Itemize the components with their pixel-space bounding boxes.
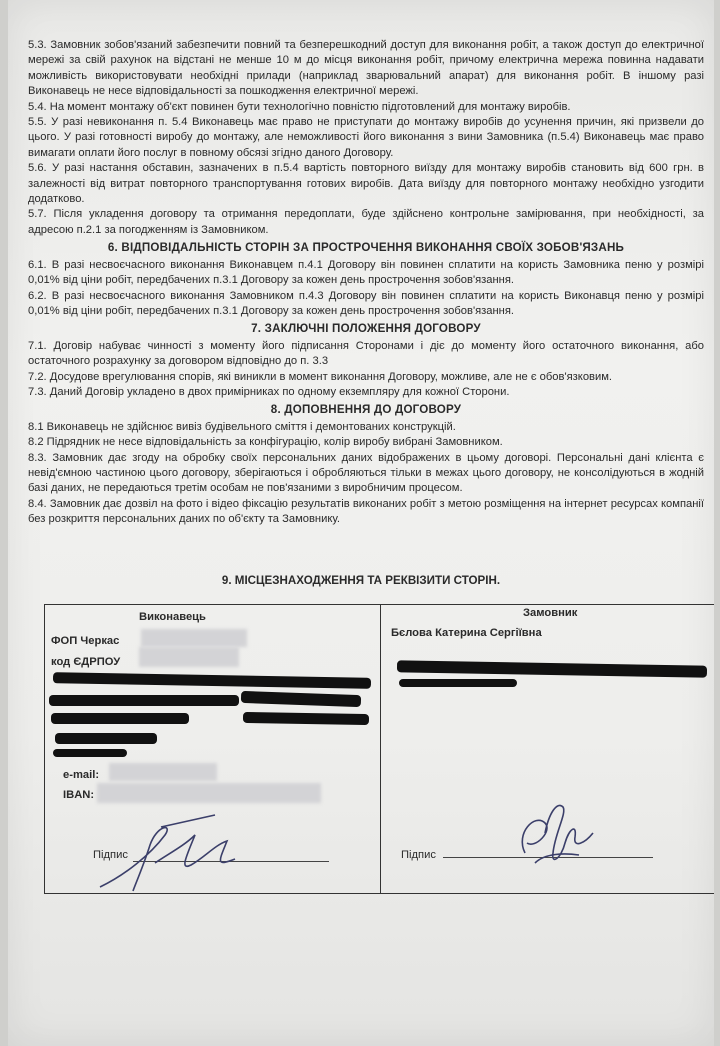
clause-6-1: 6.1. В разі несвоєчасного виконання Виконавцем п.4.1 Договору він повинен сплатити на користь Замовника пеню у розмірі 0,01% від ціни робіт, передбачених п.3.1 Договору за кожен день прострочення зобов'язання. [28,258,704,287]
contractor-name: ФОП Черкас [51,635,120,647]
clause-5-4: 5.4. На момент монтажу об'єкт повинен бути технологічно повністю підготовлений для монтажу виробів. [28,100,571,113]
redaction-bar [53,749,127,757]
customer-name: Бєлова Катерина Сергіївна [391,627,542,639]
signature-label-right: Підпис [401,849,436,861]
redacted-blur [141,629,247,647]
email-label: e-mail: [63,769,100,781]
iban-label: IBAN: [63,789,95,801]
redaction-bar [397,660,707,677]
clause-7-1: 7.1. Договір набуває чинності з моменту його підписання Сторонами і діє до моменту його остаточного виконання, або остаточного розрахунку за договором відповідно до п. 3.3 [28,339,704,368]
customer-header: Замовник [523,607,578,619]
section-7-heading: 7. ЗАКЛЮЧНІ ПОЛОЖЕННЯ ДОГОВОРУ [251,322,481,336]
redaction-bar [49,695,239,706]
section-9-heading: 9. МІСЦЕЗНАХОДЖЕННЯ ТА РЕКВІЗИТИ СТОРІН. [221,574,501,587]
clause-7-2: 7.2. Досудове врегулювання спорів, які виникли в момент виконання Договору, можливе, але не є обов'язковим. [28,370,613,383]
redacted-blur [109,763,217,781]
redacted-blur [139,647,239,667]
redaction-bar [243,712,369,725]
redaction-bar [51,713,189,724]
contract-text [28,38,704,528]
redaction-bar [399,679,517,687]
contractor-signature [95,805,255,897]
clause-8-4: 8.4. Замовник дає дозвіл на фото і відео фіксацію результатів виконаних робіт з метою розміщення на інтернет ресурсах компанії без розкриття персональних даних по об'єкту та Замовнику. [28,497,704,526]
clause-5-6: 5.6. У разі настання обставин, зазначених в п.5.4 вартість повторного виїзду для монтажу виробів становить від 600 грн. в залежності від витрат повторного транспортування готових виробів. Дата виїзду для повторного монтажу необхідно узгодити додатково. [28,162,704,206]
edrpou-label: код ЄДРПОУ [51,656,121,668]
redaction-bar [55,733,157,744]
clause-8-3: 8.3. Замовник дає згоду на обробку своїх персональних даних відображених в цьому договорі. Персональні дані клієнта є невід'ємною частиною цього договору, зберігаються і обробляються тільки в межах цього договору, не консолідуються в жодній базі даних, не передаються третім особам не пов'язаними з виробничим процесом. [28,451,704,495]
clause-5-3: 5.3. Замовник зобов'язаний забезпечити повний та безперешкодний доступ для виконання робіт, а також доступ до електричної мережі за свій рахунок на відстані не менше 10 м до місця виконання робіт, причому електрична мережа повинна надавати можливість використовувати необхідні прилади (наприклад зварювальний апарат) для виконання робіт. В іншому разі Виконавець не несе відповідальності за пошкодження електричної мережі. [28,39,704,98]
clause-5-7: 5.7. Після укладення договору та отримання передоплати, буде здійснено контрольне замірювання, при необхідності, за адресою п.2.1 за погодженням із Замовником. [28,208,704,236]
clause-8-2: 8.2 Підрядник не несе відповідальність за конфігурацію, колір виробу вибрані Замовником. [28,436,503,449]
section-6-heading: 6. ВІДПОВІДАЛЬНІСТЬ СТОРІН ЗА ПРОСТРОЧЕННЯ ВИКОНАННЯ СВОЇХ ЗОБОВ'ЯЗАНЬ [107,241,625,255]
clause-6-2: 6.2. В разі несвоєчасного виконання Замовником п.4.3 Договору він повинен сплатити на користь Виконавця пеню у розмірі 0,01% від ціни робіт, передбачених п.3.1 Договору за кожен день прострочення зобов'язання. [28,289,704,317]
redaction-bar [53,672,371,689]
section-8-heading: 8. ДОПОВНЕННЯ ДО ДОГОВОРУ [270,403,462,417]
contractor-header: Виконавець [139,611,206,623]
redacted-blur [97,783,321,803]
clause-7-3: 7.3. Даний Договір укладено в двох примірниках по одному екземпляру для кожної Сторони. [28,385,510,398]
parties-table [44,604,714,894]
customer-signature [505,793,605,873]
contract-page [8,0,714,1046]
clause-8-1: 8.1 Виконавець не здійснює вивіз будівельного сміття і демонтованих конструкцій. [28,420,456,433]
redaction-bar [241,691,361,707]
table-divider [380,605,381,893]
clause-5-5: 5.5. У разі невиконання п. 5.4 Виконавець має право не приступати до монтажу виробів до усунення причин, які призвели до цього. У разі готовності виробу до монтажу, але неможливості його виконання з вини Замовника (п.5.4) Виконавець має право вимагати оплати його послуг в повному обсязі згідно даного Договору. [28,116,704,159]
signature-label-left: Підпис [93,849,128,861]
